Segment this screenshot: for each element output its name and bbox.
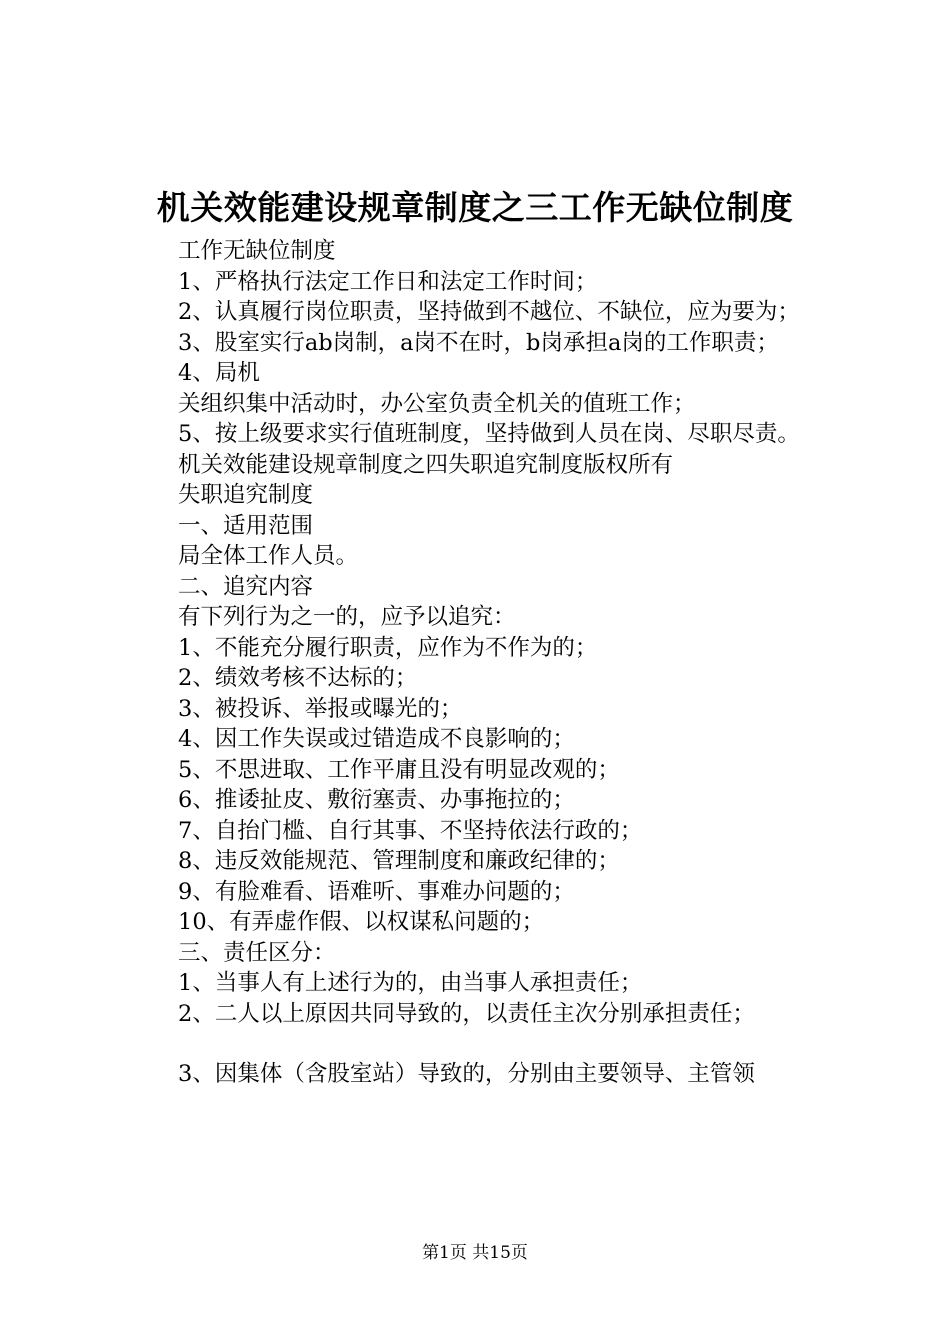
- paragraph: 机关效能建设规章制度之四失职追究制度版权所有: [178, 451, 674, 478]
- paragraph: 失职追究制度: [178, 482, 314, 508]
- document-body: [130, 236, 832, 1090]
- paragraph: 9、有脸难看、语难听、事难办问题的；: [178, 878, 575, 905]
- page-number-footer: 第1页 共15页: [422, 1243, 528, 1263]
- paragraph: 工作无缺位制度: [178, 238, 336, 264]
- paragraph: 关组织集中活动时，办公室负责全机关的值班工作；: [178, 390, 696, 417]
- paragraph: 3、股室实行ab岗制，a岗不在时，b岗承担a岗的工作职责；: [178, 329, 779, 356]
- paragraph: 5、按上级要求实行值班制度，坚持做到人员在岗、尽职尽责。: [178, 421, 800, 447]
- paragraph: 3、被投诉、举报或曝光的；: [178, 695, 463, 722]
- paragraph: 三、责任区分：: [178, 939, 336, 966]
- paragraph: 一、适用范围: [178, 512, 314, 539]
- paragraph: 4、局机: [178, 360, 260, 386]
- paragraph: 2、认真履行岗位职责，坚持做到不越位、不缺位，应为要为；: [178, 299, 800, 325]
- paragraph: 4、因工作失误或过错造成不良影响的；: [178, 726, 575, 752]
- paragraph: 二、追究内容: [178, 573, 314, 600]
- paragraph-spacer: [130, 1029, 832, 1059]
- document-title: 机关效能建设规章制度之三工作无缺位制度: [156, 188, 794, 227]
- paragraph: 1、严格执行法定工作日和法定工作时间；: [178, 268, 598, 295]
- paragraph: 10、有弄虚作假、以权谋私问题的；: [178, 909, 545, 935]
- paragraph: 局全体工作人员。: [178, 543, 359, 569]
- paragraph: 6、推诿扯皮、敷衍塞责、办事拖拉的；: [178, 787, 575, 813]
- paragraph: 1、当事人有上述行为的，由当事人承担责任；: [178, 970, 643, 996]
- paragraph: 2、绩效考核不达标的；: [178, 665, 418, 691]
- paragraph: 有下列行为之一的，应予以追究：: [178, 604, 516, 630]
- paragraph: 3、因集体（含股室站）导致的，分别由主要领导、主管领: [178, 1061, 755, 1087]
- paragraph: 2、二人以上原因共同导致的，以责任主次分别承担责任；: [178, 1000, 755, 1027]
- paragraph: 7、自抬门槛、自行其事、不坚持依法行政的；: [178, 817, 643, 844]
- paragraph: 8、违反效能规范、管理制度和廉政纪律的；: [178, 848, 620, 874]
- paragraph: 5、不思进取、工作平庸且没有明显改观的；: [178, 756, 620, 783]
- paragraph: 1、不能充分履行职责，应作为不作为的；: [178, 634, 598, 661]
